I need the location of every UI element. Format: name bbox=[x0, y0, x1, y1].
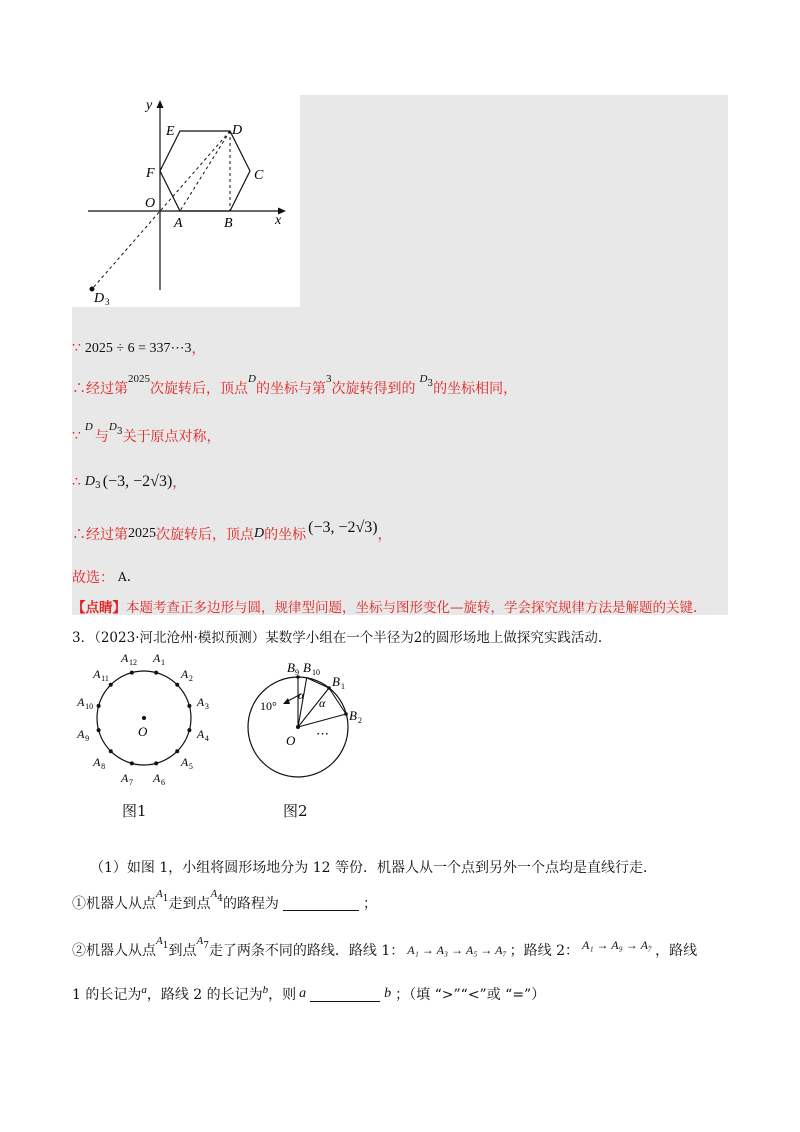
label-O: O bbox=[145, 196, 156, 211]
dashed-D-D3 bbox=[92, 131, 230, 289]
point-B1 bbox=[327, 686, 331, 690]
fig1-label-sub-a5: 5 bbox=[188, 761, 193, 771]
label-D3-sub: 3 bbox=[105, 297, 110, 307]
fig1-label-a7: A bbox=[120, 770, 129, 785]
chord-B1-B2 bbox=[329, 688, 346, 714]
figure-1-svg bbox=[70, 650, 220, 785]
fig1-point-a9 bbox=[97, 728, 101, 732]
fig1-point-a6 bbox=[154, 761, 158, 765]
solution-line-1 bbox=[72, 338, 206, 358]
label-B10-sub: 10 bbox=[312, 668, 320, 677]
fig1-point-a12 bbox=[130, 671, 134, 675]
label-A: A bbox=[174, 216, 183, 231]
label-B9: B bbox=[287, 660, 295, 675]
sub2b-line: 1 的长记为 a ，路线 2 的长记为 b ，则 a b ；（填 “>”“<”或 “=”） bbox=[72, 984, 546, 1003]
y-axis-arrow bbox=[157, 100, 164, 108]
answer-line: 故选： A . bbox=[72, 569, 132, 586]
label-10deg: 10° bbox=[260, 699, 277, 713]
fig1-point-a10 bbox=[97, 704, 101, 708]
label-B9-sub: 9 bbox=[295, 668, 299, 677]
label-E: E bbox=[166, 124, 175, 139]
final-coordinate: (−3, −2√3) bbox=[308, 519, 378, 536]
fig1-label-a5: A bbox=[180, 754, 189, 769]
dashed-DA bbox=[180, 131, 230, 211]
fig1-label-a9: A bbox=[77, 727, 85, 742]
fig1-point-a3 bbox=[187, 704, 191, 708]
sub2-line: ②机器人从点 A 1 到点 A 7 走了两条不同的路线．路线 1： A₁ → A₃ → A₅ → A₇ ；路线 2： A₁ → A₉ → A₇ ，路线 bbox=[72, 935, 698, 959]
fig1-label-sub-a10: 10 bbox=[85, 701, 94, 711]
because-symbol: ∵ bbox=[72, 340, 81, 356]
chord-B10-B1 bbox=[307, 678, 329, 688]
point-B2 bbox=[344, 712, 348, 716]
label-F: F bbox=[146, 166, 155, 181]
fig1-label-a2: A bbox=[180, 667, 189, 682]
comma: ， bbox=[191, 341, 206, 357]
fig1-label-sub-a2: 2 bbox=[188, 674, 193, 684]
fig1-label-a11: A bbox=[93, 667, 101, 682]
fig1-point-a11 bbox=[109, 683, 113, 687]
solution-line-4: ∴ D 3 (−3, −2√3) ， bbox=[72, 473, 187, 491]
fig1-label-sub-a4: 4 bbox=[204, 734, 209, 744]
label-x: x bbox=[275, 213, 282, 228]
fig1-label-a1: A bbox=[153, 651, 161, 666]
sub1-line: ①机器人从点 A 1 走到点 A 4 的路程为 ； bbox=[72, 888, 377, 912]
fig1-label-sub-a9: 9 bbox=[85, 734, 90, 744]
fig1-label-a8: A bbox=[93, 754, 101, 769]
question-header: 3．（2023·河北沧州·模拟预测）某数学小组在一个半径为2的圆形场地上做探究实践活动. bbox=[72, 630, 603, 646]
solution-line-3: ∵ D 与 D 3 关于原点对称， bbox=[72, 421, 221, 445]
comment-tag: 【点睛】 bbox=[72, 600, 126, 616]
fig1-label-a4: A bbox=[196, 727, 205, 742]
radius-B10 bbox=[298, 678, 307, 727]
figure-1-caption: 图1 bbox=[122, 802, 147, 820]
figure-1 bbox=[70, 650, 220, 789]
fig1-label-sub-a11: 11 bbox=[101, 674, 109, 684]
fig1-label-sub-a1: 1 bbox=[161, 658, 166, 668]
hexagon-svg bbox=[72, 95, 300, 307]
fig1-label-a10: A bbox=[77, 694, 85, 709]
fig1-label-a12: A bbox=[120, 651, 129, 666]
label-O2: O bbox=[286, 733, 296, 748]
fig1-label-a6: A bbox=[153, 770, 161, 785]
rotation-count: 2025 bbox=[128, 373, 150, 385]
label-B10: B bbox=[303, 660, 311, 675]
route-2: A₁ → A₉ → A₇ bbox=[582, 937, 653, 952]
label-B: B bbox=[224, 216, 233, 231]
label-B1-sub: 1 bbox=[341, 682, 345, 691]
label-y: y bbox=[146, 98, 153, 113]
label-alpha-1: α bbox=[298, 688, 305, 702]
fig1-label-sub-a7: 7 bbox=[128, 777, 133, 785]
fig1-label-O: O bbox=[138, 724, 148, 739]
fig1-label-sub-a8: 8 bbox=[101, 761, 106, 771]
fig1-label-a3: A bbox=[196, 694, 205, 709]
label-B2: B bbox=[349, 708, 357, 723]
hexagon bbox=[160, 131, 250, 211]
comment-line bbox=[72, 596, 697, 616]
label-D: D bbox=[232, 123, 243, 138]
division-expr: 2025 ÷ 6 = 337⋯3 bbox=[84, 340, 192, 356]
fig1-point-a1 bbox=[154, 671, 158, 675]
comment-text: 本题考查正多边形与圆，规律型问题，坐标与图形变化—旋转，学会探究规律方法是解题的关键. bbox=[126, 600, 698, 616]
fig1-label-sub-a3: 3 bbox=[204, 701, 209, 711]
label-alpha-2: α bbox=[319, 696, 326, 710]
blank-2[interactable] bbox=[310, 987, 380, 1002]
d3-coordinate: (−3, −2√3) bbox=[102, 473, 173, 490]
solution-line-2: ∴经过第 2025 次旋转后，顶点 D 的坐标与第 3 次旋转得到的 D 3 的坐标相同， bbox=[72, 373, 518, 397]
label-C: C bbox=[254, 168, 264, 183]
fig1-point-a5 bbox=[175, 749, 179, 753]
hexagon-figure bbox=[72, 95, 300, 307]
fig1-point-a8 bbox=[109, 749, 113, 753]
route-1: A₁ → A₃ → A₅ → A₇ bbox=[407, 942, 507, 957]
answer-value: A bbox=[118, 570, 127, 584]
fig1-point-a2 bbox=[175, 683, 179, 687]
label-B2-sub: 2 bbox=[358, 716, 362, 725]
solution-line-5: ∴经过第 2025 次旋转后，顶点 D 的坐标 (−3, −2√3) ， bbox=[72, 519, 392, 543]
fig1-point-a4 bbox=[187, 728, 191, 732]
fig1-center bbox=[142, 716, 146, 720]
fig1-point-a7 bbox=[130, 761, 134, 765]
blank-1[interactable] bbox=[283, 896, 359, 911]
label-dots: ⋯ bbox=[316, 726, 329, 741]
figure-2-caption: 图2 bbox=[283, 802, 308, 820]
fig1-label-sub-a12: 12 bbox=[128, 658, 137, 668]
angle-arrow-head bbox=[283, 698, 290, 704]
label-D3: D bbox=[94, 291, 105, 306]
figure-2-svg bbox=[240, 650, 380, 785]
fig1-label-sub-a6: 6 bbox=[161, 777, 166, 785]
label-B1: B bbox=[332, 674, 340, 689]
part1-line: （1）如图 1，小组将圆形场地分为 12 等份．机器人从一个点到另外一个点均是直线行走． bbox=[90, 860, 657, 876]
figure-2 bbox=[240, 650, 380, 789]
